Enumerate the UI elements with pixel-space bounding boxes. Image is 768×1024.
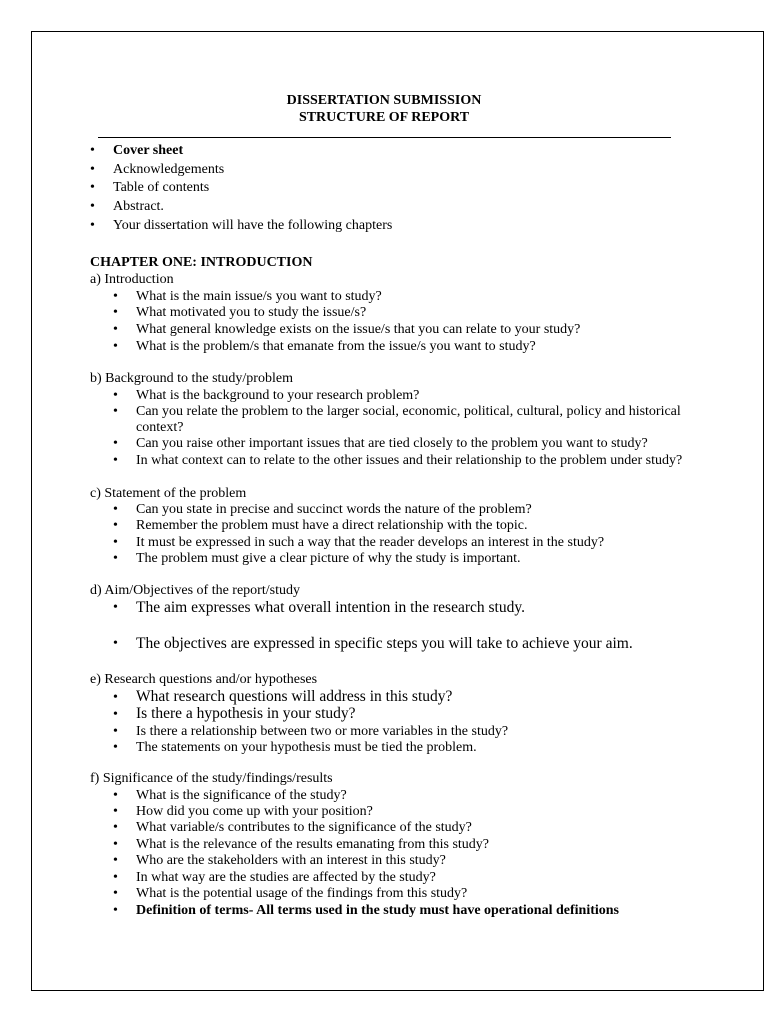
bullet-icon: •: [113, 404, 118, 419]
section-heading-introduction: a) Introduction: [90, 272, 174, 287]
document-subtitle: STRUCTURE OF REPORT: [298, 110, 470, 125]
list-item: Your dissertation will have the following chapters: [113, 218, 393, 233]
bullet-icon: •: [113, 322, 118, 337]
section-heading-significance: f) Significance of the study/findings/results: [90, 771, 333, 786]
bullet-icon: •: [113, 788, 118, 803]
list-item: Acknowledgements: [113, 162, 225, 177]
list-item: Cover sheet: [113, 143, 184, 158]
list-item: How did you come up with your position?: [136, 804, 373, 819]
bullet-icon: •: [113, 870, 118, 885]
bullet-icon: •: [113, 740, 118, 755]
section-heading-research-questions: e) Research questions and/or hypotheses: [90, 672, 318, 687]
list-item: What general knowledge exists on the issue/s that you can relate to your study?: [136, 322, 581, 337]
list-item: What is the significance of the study?: [136, 788, 347, 803]
bullet-icon: •: [113, 535, 118, 550]
list-item: Can you raise other important issues that are tied closely to the problem you want to study?: [136, 436, 648, 451]
bullet-icon: •: [113, 804, 118, 819]
bullet-icon: •: [90, 218, 95, 233]
chapter-heading: CHAPTER ONE: INTRODUCTION: [90, 255, 313, 270]
bullet-icon: •: [113, 636, 118, 651]
list-item: Is there a relationship between two or more variables in the study?: [136, 724, 509, 739]
list-item: What is the main issue/s you want to study?: [136, 289, 382, 304]
list-item-definition-of-terms: Definition of terms- All terms used in the study must have operational definitions: [136, 903, 619, 918]
list-item: What is the relevance of the results emanating from this study?: [136, 837, 490, 852]
bullet-icon: •: [113, 820, 118, 835]
document-title: DISSERTATION SUBMISSION: [286, 93, 482, 108]
section-heading-aims: d) Aim/Objectives of the report/study: [90, 583, 300, 598]
list-item: The aim expresses what overall intention in the research study.: [136, 599, 525, 616]
bullet-icon: •: [113, 289, 118, 304]
list-item: What research questions will address in this study?: [136, 688, 453, 705]
section-heading-background: b) Background to the study/problem: [90, 371, 293, 386]
bullet-icon: •: [90, 180, 95, 195]
list-item: Can you state in precise and succinct words the nature of the problem?: [136, 502, 532, 517]
list-item: Who are the stakeholders with an interest in this study?: [136, 853, 446, 868]
list-item: In what way are the studies are affected by the study?: [136, 870, 436, 885]
bullet-icon: •: [113, 453, 118, 468]
bullet-icon: •: [113, 600, 118, 615]
list-item: What variable/s contributes to the significance of the study?: [136, 820, 472, 835]
list-item: Can you relate the problem to the larger social, economic, political, cultural, policy and historical context?: [136, 404, 681, 435]
bullet-icon: •: [90, 162, 95, 177]
bullet-icon: •: [90, 143, 95, 158]
list-item: What motivated you to study the issue/s?: [136, 305, 367, 320]
bullet-icon: •: [113, 339, 118, 354]
section-heading-statement: c) Statement of the problem: [90, 486, 247, 501]
bullet-icon: •: [113, 724, 118, 739]
bullet-icon: •: [113, 502, 118, 517]
list-item: What is the background to your research problem?: [136, 388, 420, 403]
bullet-icon: •: [113, 305, 118, 320]
bullet-icon: •: [113, 886, 118, 901]
bullet-icon: •: [113, 853, 118, 868]
list-item: Is there a hypothesis in your study?: [136, 705, 356, 722]
bullet-icon: •: [113, 518, 118, 533]
list-item: It must be expressed in such a way that the reader develops an interest in the study?: [136, 535, 605, 550]
list-item: Abstract.: [113, 199, 164, 214]
bullet-icon: •: [113, 388, 118, 403]
list-item: What is the potential usage of the findings from this study?: [136, 886, 468, 901]
bullet-icon: •: [113, 707, 118, 722]
list-item: The objectives are expressed in specific steps you will take to achieve your aim.: [136, 635, 633, 652]
bullet-icon: •: [113, 436, 118, 451]
list-item: Table of contents: [113, 180, 210, 195]
header-rule: [98, 137, 671, 138]
bullet-icon: •: [113, 837, 118, 852]
list-item: In what context can to relate to the other issues and their relationship to the problem under study?: [136, 453, 683, 468]
bullet-icon: •: [113, 903, 118, 918]
list-item: The problem must give a clear picture of why the study is important.: [136, 551, 521, 566]
bullet-icon: •: [90, 199, 95, 214]
bullet-icon: •: [113, 551, 118, 566]
list-item: What is the problem/s that emanate from the issue/s you want to study?: [136, 339, 536, 354]
list-item: The statements on your hypothesis must be tied the problem.: [136, 740, 477, 755]
list-item: Remember the problem must have a direct relationship with the topic.: [136, 518, 528, 533]
bullet-icon: •: [113, 690, 118, 705]
